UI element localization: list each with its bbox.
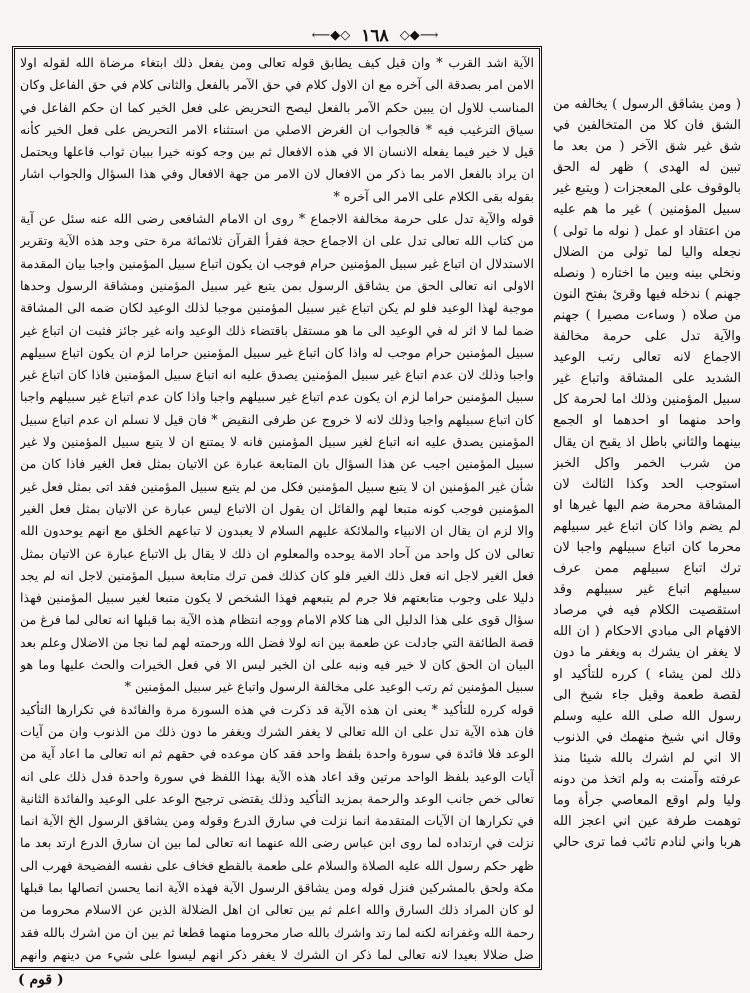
main-paragraph: قوله كرره للتأكيد * يعنى ان هذه الآية قد ذكرت في هذه السورة مرة والفائدة في تكرارها التأكيد فان هذه الآية تدل على ان الله تعالى لا يغفر الشرك ويغفر ما دون ذلك من الذنوب وان من آيات الوعد فلا فائدة في سورة واحدة بلفظ واحد فقد كان موعده في حقهم ثم انه تعالى ما اعاد آية من آيات الوعيد بلفظ الواحد مرتين وقد اعاد هذه الآية بهذا اللفظ في سورة واحدة فدل ذلك على انه تعالى خص جانب الوعد والرحمة بمزيد التأكيد وذلك يقتضى ترجيح الوعد على الوعيد والفائدة الثانية في تكرارها ان الآيات المتقدمة انما نزلت في سارق الدرع وقوله ومن يشاقق الرسول الخ الآية انما نزلت في ارتداده لما روى ابن عباس رضى الله عنهما انه تعالى لما بين ان سارق الدرع ارتد بعد ما ظهر حكم رسول الله عليه الصلاة والسلام على طعمة بالقطع فخاف على نفسه الفضيحة فهرب الى مكة ولحق بالمشركين فنزل قوله ومن يشاقق الرسول الآية فهذه الآية انما يحسن اتصالها بما قبلها لو كان المراد ذلك السارق والله اعلم ثم بين تعالى ان اهل الضلالة الذين عن الاسلام محروما من رحمة الله وغفرانه لكنه لما رتد واشرك بالله صار محروما منهما قطعا ثم بين ان من اشرك بالله فقد ضل ضلالا بعيدا لانه تعالى لما ذكر ان الشرك لا يغفر ذكر انهم ليسوا على شيء من دينهم وانهم [20, 701, 534, 962]
margin-commentary [553, 94, 741, 854]
main-paragraph: الآية اشد القرب * وان قيل كيف يطابق قوله تعالى ومن يفعل ذلك ابتغاء مرضاة الله لقوله اولا الامن امر بصدقة الى آخره مع ان الاول كلام في حق الآمر بالفعل والثانى كلام في حق الفاعل وكان المناسب للاول ان يبين حكم الآمر بالفعل ليصح التحريض على فعل الخير كما ان حكم الفاعل في سياق الترغيب فيه * فالجواب ان الغرض الاصلي من استثناء الامر التحريض على فعل الخير كأنه قيل لا خير فيما يفعله الانسان الا في هذه الافعال ثم بين وجه كونه خيرا ببيان ثواب فاعلها ويحتمل ان يراد بالفعل الامر بما ذكر من الافعال لان الامر من جهة الافعال وفي هذا السؤال والجواب اشار بقوله بقى الكلام على الامر الى آخره * [20, 55, 534, 204]
main-commentary [20, 52, 534, 964]
page-header [0, 26, 750, 48]
page-number: ١٦٨ [361, 26, 389, 46]
header-ornament-left: ⟵◆◇ [311, 28, 351, 43]
main-paragraph: قوله والآية تدل على حرمة مخالفة الاجماع * روى ان الامام الشافعى رضى الله عنه سئل عن آية من كتاب الله تعالى تدل على ان الاجماع حجة فقرأ القرآن ثلاثمائة مرة حتى وجد هذه الآية وتقرير الاستدلال ان اتباع غير سبيل المؤمنين حرام فوجب ان يكون اتباع سبيل المؤمنين واجبا بيان المقدمة الاولى انه تعالى الحق من يشاقق الرسول بمن يتبع غير سبيل المؤمنين ومشاقة الرسول وحدها موجبة لهذا الوعيد فلو لم يكن اتباع غير سبيل المؤمنين موجبا لذلك الوعيد لكان ضمه الى المشاقة ضما لما لا اثر له في الوعيد الى ما هو مستقل باقتضاء ذلك الوعيد وانه غير جائز فثبت ان اتباع غير سبيل المؤمنين حرام موجب له واذا كان اتباع غير سبيل المؤمنين حراما لزم ان يكون اتباع سبيلهم واجبا وذلك لان عدم اتباع غير سبيل المؤمنين يصدق عليه انه اتباع سبيل المؤمنين فاذا كان اتباع غير سبيل المؤمنين حراما لزم ان يكون عدم اتباع غير سبيلهم واجبا واذا كان عدم اتباع غير سبيلهم واجبا كان اتباع سبيلهم واجبا وذلك لانه لا خروج عن طرفى النقيض * فان قيل لا نسلم ان عدم اتباع سبيل المؤمنين يصدق عليه انه اتباع لغير سبيل المؤمنين فانه لا يمتنع ان لا يتبع سبيل المؤمنين ولا غير سبيل المؤمنين اجيب عن هذا السؤال بان المتابعة عبارة عن الاتيان بمثل فعل الغير فاذا كان من شأن غير المؤمنين ان لا يتبع سبيل المؤمنين فكل من لم يتبع سبيل المؤمنين فقد اتى بمثل فعل غير المؤمنين فوجب كونه متبعا لهم والقائل ان يقول ان الاتباع ليس عبارة عن الاتيان بمثل فعل الغير والا لزم ان يقال ان الانبياء والملائكة عليهم السلام لا يعبدون لا تباعهم الخلق مع انهم يوحدون الله تعالى لان كل واحد من آحاد الامة يوحده والمعلوم ان ذلك لا يقال بل الاتباع عبارة عن الاتيان بمثل فعل الغير لاجل انه فعل ذلك الغير فلو كان كذلك فمن ترك متابعة سبيل المؤمنين لاجل انه لم يجد دليلا على وجوب متابعتهم فلا جرم لم يتبعهم فهذا الشخص لا يكون متبعا لغير سبيل المؤمنين فهذا سؤال قوى على هذا الدليل الى هنا كلام الامام ووجه انتظام هذه الآية بما قبلها انه تعالى لما فرغ من قصة الطائفة التي جادلت عن طعمة بين انه لولا فضل الله ورحمته لهم لما نجا من الاضلال وعلم بعد البيان ان الحق كان لا خير فيه ونبه على ان الخير ليس الا في فعل الخيرات والحث عليها وما هو سبيل المؤمنين ثم رتب الوعيد على مخالفة الرسول واتباع غير سبيل المؤمنين * [20, 211, 534, 695]
header-ornament-right: ◇◆⟶ [399, 28, 439, 43]
catchword: ( قوم ) [18, 972, 64, 988]
margin-paragraph: ( ومن يشاقق الرسول ) يخالفه من الشق فان كلا من المتخالفين في شق غير شق الآخر ( من بعد ما تبين له الهدى ) ظهر له الحق بالوقوف على المعجزات ( ويتبع غير سبيل المؤمنين ) غير ما هم عليه من اعتقاد او عمل ( نوله ما تولى ) نجعله واليا لما تولى من الضلال ونخلي بينه وبين ما اختاره ( ونصله جهنم ) ندخله فيها وقرئ بفتح النون من صلاه ( وساءت مصيرا ) جهنم والآية تدل على حرمة مخالفة الاجماع لانه تعالى رتب الوعيد الشديد على المشاقة واتباع غير سبيل المؤمنين وذلك اما لحرمة كل واحد منهما او احدهما او الجمع بينهما والثاني باطل اذ يقبح ان يقال من شرب الخمر واكل الخبز استوجب الحد وكذا الثالث لان المشاقة محرمة ضم اليها غيرها او لم يضم واذا كان اتباع غير سبيلهم محرما كان اتباع سبيلهم واجبا لان ترك اتباع سبيلهم ممن عرف سبيلهم اتباع غير سبيلهم وقد استقصيت الكلام فيه في مرصاد الافهام الى مبادي الاحكام ( ان الله لا يغفر ان يشرك به ويغفر ما دون ذلك لمن يشاء ) كرره للتأكيد او لقصة طعمة وقيل جاء شيخ الى رسول الله صلى الله عليه وسلم وقال اني شيخ منهمك في الذنوب الا اني لم اشرك بالله شيئا منذ عرفته وآمنت به ولم اتخذ من دونه وليا ولم اوقع المعاصي جرأة وما توهمت طرفة عين اني اعجز الله هربا واني لنادم تائب فما ترى حالي [553, 97, 741, 851]
